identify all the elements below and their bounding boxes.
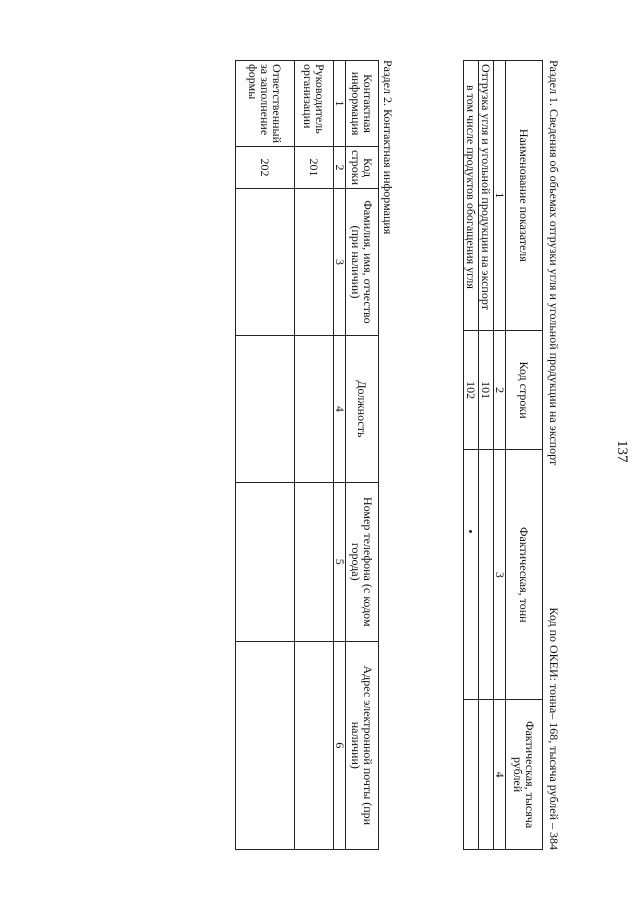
col-number: 3 [334,189,346,336]
value-rubles[interactable] [479,700,494,850]
header-position: Должность [346,335,379,482]
table-row [479,61,494,850]
header-email: Адрес электронной почты (при наличии) [346,641,379,849]
rotated-document-sheet [75,60,635,850]
col-number: 6 [334,641,346,849]
col-number: 1 [334,61,346,147]
position-cell[interactable] [295,335,334,482]
col-number: 4 [334,335,346,482]
indicator-name: Отгрузка угля и угольной продукции на экспорт [479,61,494,331]
row-code: 102 [464,330,479,450]
email-cell[interactable] [236,641,295,849]
value-tons[interactable] [464,450,479,700]
full-name-cell[interactable] [236,189,295,336]
okei-codes: Код по ОКЕИ: тонна– 168, тысяча рублей – 384 [547,607,561,850]
col-number: 4 [494,700,506,850]
table-row [295,61,334,850]
header-phone: Номер телефона (с кодом города) [346,482,379,641]
col-number: 2 [334,147,346,189]
row-code: 202 [236,147,295,189]
phone-cell[interactable] [236,482,295,641]
contact-label: Руководитель организации [295,61,334,147]
value-tons[interactable] [479,450,494,700]
header-indicator-name: Наименование показателя [506,61,543,331]
col-number: 1 [494,61,506,331]
section2-title: Раздел 2. Контактная информация [381,60,395,235]
page-number: 137 [614,440,630,463]
section2-table [235,60,379,850]
header-row-code: Код строки [506,330,543,450]
value-rubles[interactable] [464,700,479,850]
col-number: 2 [494,330,506,450]
table-row [236,61,295,850]
header-row-code: Код строки [346,147,379,189]
contact-label: Ответственный за заполнение формы [236,61,295,147]
col-number: 5 [334,482,346,641]
phone-cell[interactable] [295,482,334,641]
email-cell[interactable] [295,641,334,849]
header-full-name: Фамилия, имя, отчество (при наличии) [346,189,379,336]
col-number: 3 [494,450,506,700]
header-contact-info: Контактная информация [346,61,379,147]
section1-table [463,60,543,850]
table-row [464,61,479,850]
row-code: 101 [479,330,494,450]
section1-title: Раздел 1. Сведения об объемах отгрузки угля и угольной продукции на экспорт [547,60,561,466]
header-actual-tons: Фактическая, тонн [506,450,543,700]
row-code: 201 [295,147,334,189]
indicator-name: в том числе продуктов обогащения угля [464,61,479,331]
stray-dot [469,530,472,533]
full-name-cell[interactable] [295,189,334,336]
header-actual-rubles: Фактическая, тысяча рублей [506,700,543,850]
position-cell[interactable] [236,335,295,482]
